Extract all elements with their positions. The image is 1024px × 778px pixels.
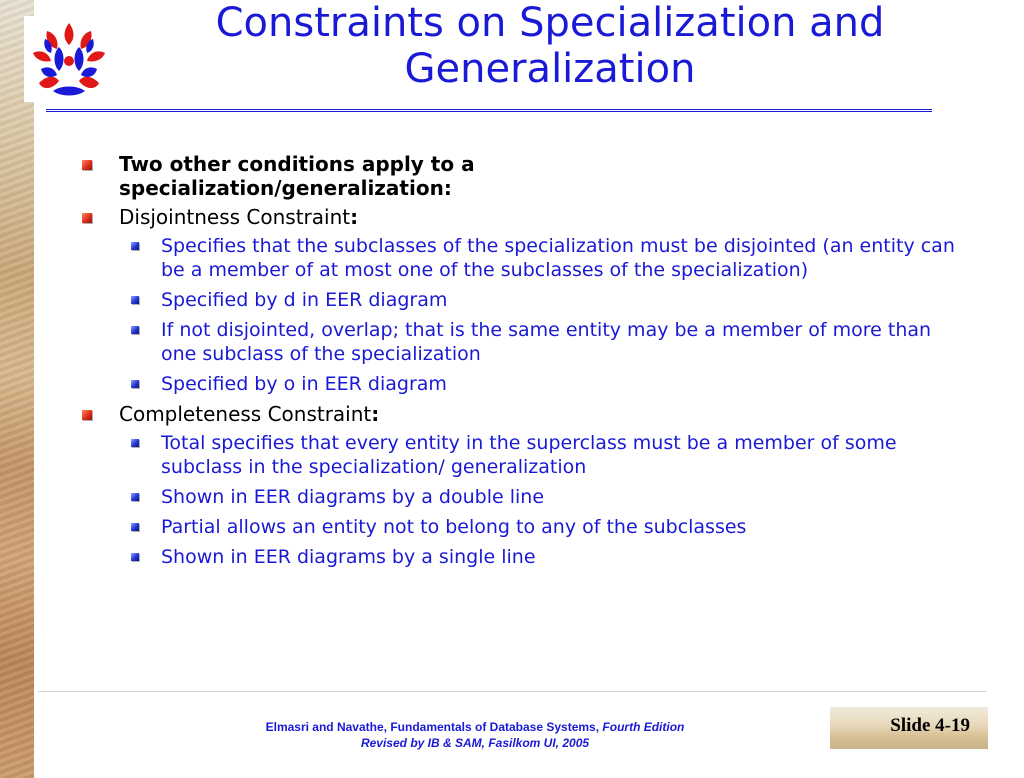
bullet-colon: : <box>350 205 359 229</box>
bullet-text: Completeness Constraint <box>119 402 372 426</box>
blue-bullet-icon <box>131 296 139 304</box>
blue-bullet-icon <box>131 553 139 561</box>
red-bullet-icon <box>82 410 92 420</box>
sub-bullet-item <box>82 485 962 509</box>
footer-revised: Revised by IB & SAM, Fasilkom UI, 2005 <box>360 736 590 750</box>
blue-bullet-icon <box>131 380 139 388</box>
blue-bullet-icon <box>131 493 139 501</box>
bullet-text: Disjointness Constraint <box>119 205 351 229</box>
sub-bullet-text: Specified by d in EER diagram <box>161 289 448 311</box>
slide-title-line-1: Constraints on Specialization and <box>215 0 885 46</box>
sub-bullet-text: Specifies that the subclasses of the specialization must be disjointed (an entity can be a member of at most one of the subclasses of the specialization) <box>161 235 955 281</box>
slide-title <box>150 0 950 92</box>
slide-number: Slide 4-19 <box>890 715 970 736</box>
bullet-item <box>82 402 962 426</box>
bullet-item <box>82 205 962 229</box>
footer-citation-text: Elmasri and Navathe, Fundamentals of Database Systems, <box>265 720 603 734</box>
bullet-colon: : <box>371 402 380 426</box>
sub-bullet-text: Shown in EER diagrams by a double line <box>161 486 545 508</box>
sub-bullet-item <box>82 372 962 396</box>
title-divider <box>46 109 932 112</box>
footer-citation <box>220 719 730 751</box>
blue-bullet-icon <box>131 523 139 531</box>
slide-number-badge <box>830 707 988 749</box>
sub-bullet-item <box>82 545 962 569</box>
slide-title-line-2: Generalization <box>404 46 696 92</box>
sub-bullet-text: If not disjointed, overlap; that is the same entity may be a member of more than one subclass of the specialization <box>161 319 932 365</box>
footer-edition: Fourth Edition <box>602 720 685 734</box>
sub-bullet-item <box>82 288 962 312</box>
footer-divider <box>38 691 986 692</box>
sub-bullet-text: Total specifies that every entity in the superclass must be a member of some subclass in the specialization/ generalization <box>161 432 897 478</box>
decorative-side-strip <box>0 0 34 778</box>
sub-bullet-item <box>82 431 962 479</box>
blue-bullet-icon <box>131 326 139 334</box>
sub-bullet-item <box>82 318 962 366</box>
university-emblem-icon <box>24 16 114 102</box>
sub-bullet-item <box>82 234 962 282</box>
sub-bullet-item <box>82 515 962 539</box>
bullet-item <box>82 152 589 200</box>
bullet-text: Two other conditions apply to a specialization/generalization: <box>119 152 475 200</box>
sub-bullet-text: Partial allows an entity not to belong to any of the subclasses <box>161 516 747 538</box>
blue-bullet-icon <box>131 439 139 447</box>
red-bullet-icon <box>82 160 92 170</box>
red-bullet-icon <box>82 213 92 223</box>
sub-bullet-text: Shown in EER diagrams by a single line <box>161 546 536 568</box>
sub-bullet-text: Specified by o in EER diagram <box>161 373 447 395</box>
blue-bullet-icon <box>131 242 139 250</box>
bullet-list <box>82 152 962 575</box>
